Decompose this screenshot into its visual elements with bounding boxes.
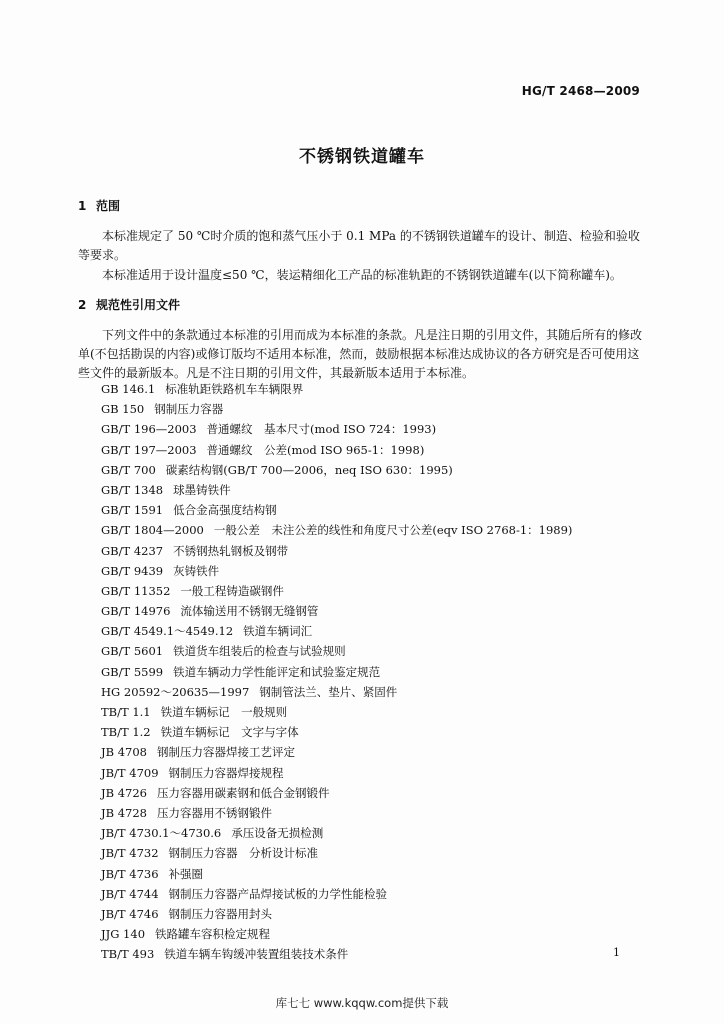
- reference-title: 碳素结构钢(GB/T 700—2006，neq ISO 630：1995): [165, 462, 453, 477]
- reference-title: 铁道车辆车钩缓冲装置组装技术条件: [164, 947, 349, 962]
- section-2-heading: [78, 296, 180, 313]
- reference-item: [101, 601, 572, 621]
- reference-item: [101, 904, 572, 924]
- reference-title: 钢制压力容器 分析设计标准: [168, 846, 319, 861]
- reference-item: [101, 399, 572, 419]
- reference-item: [101, 561, 572, 581]
- reference-title: 钢制压力容器: [154, 402, 224, 417]
- reference-title: 铁道货车组装后的检查与试验规则: [173, 644, 346, 659]
- section-1-paragraph-2: 本标准适用于设计温度≤50 ℃，装运精细化工产品的标准轨距的不锈钢铁道罐车(以下简称罐车)。: [102, 268, 622, 282]
- reference-code: GB/T 700: [101, 462, 156, 477]
- reference-code: JB/T 4746: [101, 906, 159, 921]
- reference-title: 铁道车辆动力学性能评定和试验鉴定规范: [173, 664, 381, 679]
- reference-code: TB/T 1.1: [101, 705, 151, 719]
- reference-item: [101, 379, 572, 399]
- reference-item: [101, 823, 572, 843]
- reference-item: [101, 520, 572, 540]
- reference-code: GB/T 5599: [101, 664, 164, 679]
- reference-item: [101, 500, 572, 520]
- section-number: 1: [78, 199, 87, 213]
- reference-code: GB/T 1591: [101, 503, 164, 518]
- reference-item: [101, 662, 572, 682]
- reference-item: [101, 541, 572, 561]
- reference-title: 低合金高强度结构钢: [173, 503, 277, 518]
- section-1-paragraph-1: 本标准规定了 50 ℃时介质的饱和蒸气压小于 0.1 MPa 的不锈钢铁道罐车的设计、制造、检验和验收等要求。: [78, 229, 640, 262]
- reference-code: JB/T 4730.1～4730.6: [101, 826, 222, 841]
- reference-title: 压力容器用不锈钢锻件: [156, 805, 272, 820]
- reference-title: 流体输送用不锈钢无缝钢管: [180, 604, 319, 619]
- reference-code: JB/T 4744: [101, 886, 159, 901]
- reference-item: [101, 440, 572, 460]
- reference-item: [101, 621, 572, 641]
- reference-item: [101, 722, 572, 742]
- section-number: 2: [78, 298, 87, 312]
- reference-code: HG 20592～20635—1997: [101, 684, 250, 699]
- reference-title: 钢制压力容器产品焊接试板的力学性能检验: [168, 886, 388, 901]
- reference-code: GB/T 5601: [101, 644, 164, 659]
- reference-item: [101, 480, 572, 500]
- reference-item: [101, 682, 572, 702]
- reference-item: [101, 944, 572, 964]
- reference-code: JB 4726: [101, 785, 147, 800]
- reference-item: [101, 864, 572, 884]
- reference-title: 钢制管法兰、垫片、紧固件: [259, 684, 398, 699]
- section-title: 规范性引用文件: [96, 298, 181, 312]
- reference-code: GB/T 4549.1～4549.12: [101, 624, 234, 639]
- reference-code: GB/T 197—2003: [101, 442, 197, 457]
- reference-item: [101, 803, 572, 823]
- reference-code: GB/T 9439: [101, 563, 164, 578]
- reference-title: 普通螺纹 基本尺寸(mod ISO 724：1993): [206, 422, 437, 437]
- reference-title: 不锈钢热轧钢板及钢带: [173, 543, 289, 558]
- reference-code: GB/T 1804—2000: [101, 523, 204, 538]
- reference-code: TB/T 1.2: [101, 725, 151, 740]
- reference-code: GB/T 1348: [101, 482, 164, 497]
- reference-code: GB/T 11352: [101, 583, 171, 598]
- reference-title: 钢制压力容器焊接规程: [168, 765, 284, 780]
- reference-code: JB 4708: [101, 745, 147, 760]
- reference-code: JB/T 4732: [101, 846, 159, 861]
- reference-title: 球墨铸铁件: [173, 482, 231, 497]
- reference-title: 钢制压力容器焊接工艺评定: [156, 745, 295, 760]
- reference-item: [101, 783, 572, 803]
- download-footer: 库七七 www.kqqw.com提供下载: [275, 996, 449, 1010]
- section-title: 范围: [96, 199, 121, 213]
- reference-code: GB/T 14976: [101, 604, 171, 619]
- reference-title: 铁道车辆标记 文字与字体: [160, 725, 299, 740]
- reference-code: JB 4728: [101, 805, 147, 820]
- reference-title: 铁道车辆词汇: [243, 624, 313, 639]
- reference-code: JJG 140: [101, 927, 146, 942]
- reference-item: [101, 763, 572, 783]
- reference-code: GB 146.1: [101, 382, 156, 396]
- reference-title: 铁道车辆标记 一般规则: [160, 705, 288, 719]
- reference-code: GB/T 196—2003: [101, 422, 197, 437]
- reference-code: JB/T 4736: [101, 866, 159, 881]
- page-number: 1: [613, 946, 620, 959]
- reference-title: 一般公差 未注公差的线性和角度尺寸公差(eqv ISO 2768-1：1989): [213, 523, 573, 538]
- reference-item: [101, 884, 572, 904]
- reference-title: 承压设备无损检测: [231, 826, 324, 841]
- reference-item: [101, 641, 572, 661]
- reference-code: TB/T 493: [101, 947, 155, 962]
- document-title: 不锈钢铁道罐车: [299, 147, 425, 167]
- reference-title: 灰铸铁件: [173, 563, 220, 578]
- section-1-heading: [78, 197, 120, 214]
- reference-item: [101, 843, 572, 863]
- reference-item: [101, 702, 572, 722]
- reference-code: GB 150: [101, 402, 145, 417]
- reference-title: 压力容器用碳素钢和低合金钢锻件: [156, 785, 330, 800]
- reference-item: [101, 924, 572, 944]
- reference-item: [101, 460, 572, 480]
- reference-item: [101, 742, 572, 762]
- reference-title: 铁路罐车容积检定规程: [155, 927, 271, 942]
- reference-title: 标准轨距铁路机车车辆限界: [165, 382, 304, 396]
- reference-title: 普通螺纹 公差(mod ISO 965-1：1998): [206, 442, 425, 457]
- reference-title: 补强圈: [168, 866, 204, 881]
- reference-item: [101, 419, 572, 439]
- reference-title: 钢制压力容器用封头: [168, 906, 273, 921]
- reference-list: [101, 379, 572, 964]
- reference-title: 一般工程铸造碳钢件: [180, 583, 284, 598]
- standard-code: HG/T 2468—2009: [521, 84, 640, 98]
- reference-item: [101, 581, 572, 601]
- section-2-paragraph-1: 下列文件中的条款通过本标准的引用而成为本标准的条款。凡是注日期的引用文件，其随后所有的修改单(不包括勘误的内容)或修订版均不适用本标准，然而，鼓励根据本标准达成协议的各方研究是否可使用这些文件的最新版本。凡是不注日期的引用文件，其最新版本适用于本标准。: [78, 328, 643, 380]
- reference-code: GB/T 4237: [101, 543, 164, 558]
- reference-code: JB/T 4709: [101, 765, 159, 780]
